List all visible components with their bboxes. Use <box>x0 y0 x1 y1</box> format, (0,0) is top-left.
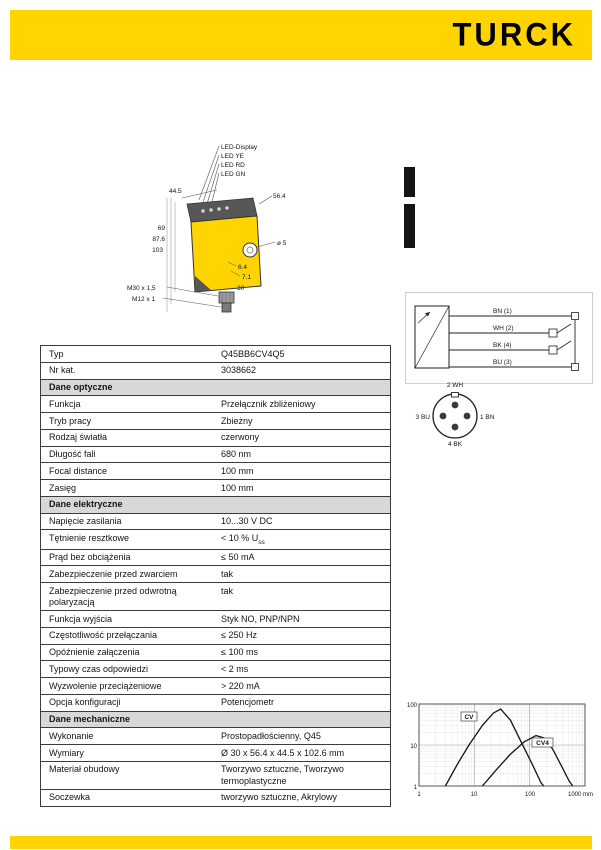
dimension-line <box>257 242 275 247</box>
spec-label: Soczewka <box>49 792 91 803</box>
table-row <box>41 762 390 790</box>
spec-label: Zabezpieczenie przed zwarciem <box>49 568 178 579</box>
section-title: Dane optyczne <box>49 382 113 392</box>
callout-led-display: LED-Display <box>221 144 258 151</box>
callout-led-ye: LED YE <box>221 153 245 160</box>
dim-56-4: 56.4 <box>273 193 286 200</box>
table-row <box>41 728 390 745</box>
dim-103: 103 <box>152 247 163 254</box>
spec-value: 680 nm <box>221 449 252 459</box>
masked-text-bar <box>404 167 415 197</box>
spec-label: Wyzwolenie przeciążeniowe <box>49 680 162 691</box>
spec-value: < 2 ms <box>221 663 249 674</box>
curve-cv4 <box>482 736 572 786</box>
table-row <box>41 463 390 480</box>
spec-value: Ø 30 x 56.4 x 44.5 x 102.6 mm <box>221 747 345 758</box>
spec-value: 100 mm <box>221 482 254 493</box>
curve-cv <box>445 709 543 786</box>
connector-pinout-diagram <box>413 378 498 448</box>
spec-label: Typowy czas odpowiedzi <box>49 663 149 674</box>
spec-value: czerwony <box>221 432 260 443</box>
wire-label-wh: WH (2) <box>493 325 514 332</box>
sensor-thread <box>219 292 234 303</box>
turck-logo: TURCK <box>452 16 576 53</box>
terminal-square <box>572 313 579 320</box>
spec-value: 100 mm <box>221 465 254 476</box>
spec-label: Opcja konfiguracji <box>49 697 121 708</box>
sensor-connector <box>222 303 231 312</box>
spec-label: Tętnienie resztkowe <box>49 532 130 543</box>
spec-label: Funkcja wyjścia <box>49 613 113 624</box>
table-row <box>41 447 390 464</box>
pin-2 <box>452 402 459 409</box>
callout-led-rd: LED RD <box>221 162 245 169</box>
table-row <box>41 628 390 645</box>
x-tick-1: 1 <box>417 792 421 798</box>
spec-label: Zabezpieczenie przed odwrotną polaryzacją <box>49 585 177 607</box>
section-title: Dane mechaniczne <box>49 714 131 725</box>
table-row <box>41 645 390 662</box>
spec-value: Potencjometr <box>221 697 275 708</box>
dim-6-4: 6.4 <box>238 264 248 271</box>
spec-value: tak <box>221 568 234 579</box>
table-row <box>41 583 390 611</box>
table-section-row <box>41 712 390 729</box>
spec-label: Focal distance <box>49 465 108 476</box>
spec-label: Rodzaj światła <box>49 432 108 443</box>
pin-1 <box>464 413 471 420</box>
terminal-square <box>572 364 579 371</box>
left-dimension-lines <box>167 198 175 312</box>
table-row <box>41 514 390 531</box>
spec-value: tak <box>221 585 234 596</box>
y-tick-100: 100 <box>406 703 417 709</box>
spec-label: Zasięg <box>49 482 77 493</box>
pin-label-1bn: 1 BN <box>480 414 495 421</box>
y-tick-10: 10 <box>410 744 417 750</box>
dim-87-6: 87.6 <box>152 236 165 243</box>
pin-4 <box>452 424 459 431</box>
spec-label: Napięcie zasilania <box>49 516 122 526</box>
spec-label: Typ <box>49 348 64 359</box>
x-tick-10: 10 <box>470 792 478 798</box>
dimension-line <box>259 196 272 204</box>
dim-dia-5: ø 5 <box>277 240 287 247</box>
wire-label-bk: BK (4) <box>493 342 512 349</box>
spec-value: < 10 % $U_{ss}$ <box>221 532 265 546</box>
spec-label: Wykonanie <box>49 730 94 741</box>
table-row <box>41 396 390 413</box>
chart-grid <box>419 704 585 786</box>
table-row <box>41 530 390 549</box>
wire-label-bu: BU (3) <box>493 359 512 366</box>
dim-44-5: 44.5 <box>169 188 182 195</box>
spec-label: Częstotliwość przełączania <box>49 630 158 641</box>
spec-label: Materiał obudowy <box>49 764 120 775</box>
table-row <box>41 413 390 430</box>
output-contact <box>549 329 557 337</box>
wiring-diagram <box>405 292 593 384</box>
curve-label-cv: CV <box>464 714 474 721</box>
wire-label-bn: BN (1) <box>493 308 512 315</box>
spec-label: Długość fali <box>49 449 96 459</box>
callout-leader-lines <box>199 146 219 206</box>
spec-value: tworzywo sztuczne, Akrylowy <box>221 792 338 803</box>
dim-30: 30 <box>237 285 245 292</box>
table-section-row <box>41 497 390 514</box>
table-row <box>41 678 390 695</box>
x-tick-1000: 1000 mm <box>567 792 593 798</box>
x-tick-100: 100 <box>524 792 536 798</box>
spec-value: 10...30 V DC <box>221 516 273 526</box>
pin-label-3bu: 3 BU <box>415 414 430 421</box>
product-dimension-drawing <box>125 138 340 323</box>
spec-value: ≤ 250 Hz <box>221 630 257 641</box>
pin-3 <box>440 413 447 420</box>
header-bar <box>10 10 592 60</box>
spec-label: Wymiary <box>49 747 84 758</box>
dim-m30: M30 x 1,5 <box>127 285 156 292</box>
spec-value: Styk NO, PNP/NPN <box>221 613 300 624</box>
output-contact <box>549 346 557 354</box>
table-row <box>41 611 390 628</box>
spec-value: Tworzywo sztuczne, Tworzywo termoplastyczne <box>221 764 344 786</box>
spec-value: Prostopadłościenny, Q45 <box>221 730 321 741</box>
table-row <box>41 790 390 806</box>
pin-label-4bk: 4 BK <box>447 441 463 448</box>
spec-label: Nr kat. <box>49 365 76 376</box>
footer-bar <box>10 836 592 849</box>
masked-text-bar <box>404 204 415 248</box>
spec-value: ≤ 100 ms <box>221 647 258 658</box>
spec-label: Tryb pracy <box>49 415 92 426</box>
spec-value: 3038662 <box>221 365 257 376</box>
spec-value: Przełącznik zbliżeniowy <box>221 398 316 409</box>
callout-led-gn: LED GN <box>221 171 246 178</box>
dim-69: 69 <box>157 225 165 232</box>
dimension-line <box>182 190 217 198</box>
spec-value: > 220 mA <box>221 680 260 691</box>
spec-value: ≤ 50 mA <box>221 552 255 563</box>
table-row <box>41 745 390 762</box>
spec-table <box>40 345 391 807</box>
y-tick-1: 1 <box>413 785 417 791</box>
section-title: Dane elektryczne <box>49 499 123 510</box>
sensor-lens <box>243 243 257 257</box>
spec-label: Opóźnienie załączenia <box>49 647 140 658</box>
table-row <box>41 550 390 567</box>
curve-label-cv4: CV4 <box>536 740 549 747</box>
table-row <box>41 661 390 678</box>
spec-value: Q45BB6CV4Q5 <box>221 348 285 359</box>
pin-label-2wh: 2 WH <box>446 382 464 389</box>
table-row <box>41 363 390 380</box>
spec-value: Zbieżny <box>221 415 253 426</box>
dim-m12: M12 x 1 <box>132 296 156 303</box>
table-section-row <box>41 380 390 397</box>
keyway-notch <box>452 393 459 398</box>
spec-label: Prąd bez obciążenia <box>49 552 131 563</box>
excess-gain-chart <box>405 698 595 808</box>
spec-label: Funkcja <box>49 398 81 409</box>
table-row <box>41 695 390 712</box>
dim-7-1: 7.1 <box>242 274 252 281</box>
table-row <box>41 480 390 497</box>
table-row <box>41 430 390 447</box>
table-row <box>41 566 390 583</box>
table-row <box>41 346 390 363</box>
